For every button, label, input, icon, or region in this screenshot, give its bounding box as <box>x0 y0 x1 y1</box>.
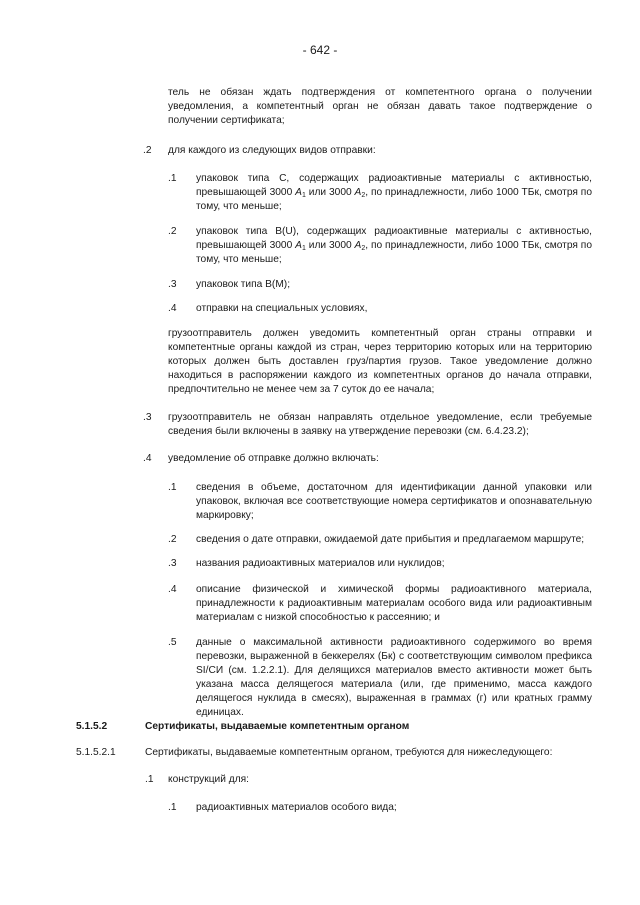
subitem-marker: .3 <box>168 279 177 290</box>
item-marker: .2 <box>143 145 152 156</box>
subitem-marker: .3 <box>168 558 177 569</box>
item-text: уведомление об отправке должно включать: <box>168 453 379 464</box>
subitem-text: описание физической и химической формы радиоактивного материала, принадлежности к радиоактивным материалам особого вида или радиоактивным материалам с низкой способностью к рассеянию; и <box>196 584 592 623</box>
item-text: грузоотправитель не обязан направлять отдельное уведомление, если требуемые сведения были включены в заявку на утверждение перевозки (см. 6.4.23.2); <box>168 412 592 437</box>
subitem-marker: .1 <box>168 482 177 493</box>
subitem-marker: .4 <box>168 584 177 595</box>
subitem-marker: .1 <box>168 802 177 813</box>
subitem-marker: .2 <box>168 534 177 545</box>
subitem-text: упаковок типа B(U), содержащих радиоактивные материалы с активностью, превышающей 3000 $A_1$ или 3000 $A_2$, по принадлежности, либо 1000 ТБк, смотря по тому, что меньше; <box>196 226 592 265</box>
subitem-text: данные о максимальной активности радиоактивного содержимого во время перевозки, выраженной в беккерелях (Бк) с соответствующим символом префикса SI/СИ (см. 1.2.2.1). Для делящихся материалов вместо активности может быть указана масса делящегося материала (или, где применимо, масса каждого делящегося нуклида в смесях), выраженная в граммах (г) или кратных грамму единицах. <box>196 637 592 718</box>
section-text: Сертификаты, выдаваемые компетентным органом, требуются для нижеследующего: <box>145 747 553 758</box>
subitem-text: названия радиоактивных материалов или нуклидов; <box>196 558 445 569</box>
subitem-text: сведения в объеме, достаточном для идентификации данной упаковки или упаковок, включая все соответствующие номера сертификатов и опознавательную маркировку; <box>196 482 592 521</box>
subitem-text: сведения о дате отправки, ожидаемой дате прибытия и предлагаемом маршруте; <box>196 534 585 545</box>
subitem-text: отправки на специальных условиях, <box>196 303 368 314</box>
item-text: для каждого из следующих видов отправки: <box>168 145 376 156</box>
subitem-marker: .4 <box>168 303 177 314</box>
item-marker: .1 <box>145 774 154 785</box>
section-number: 5.1.5.2 <box>76 721 108 732</box>
subitem-marker: .2 <box>168 226 177 237</box>
item-marker: .3 <box>143 412 152 423</box>
item-marker: .4 <box>143 453 152 464</box>
subitem-marker: .1 <box>168 173 177 184</box>
subitem-text: радиоактивных материалов особого вида; <box>196 802 397 813</box>
page-number: - 642 - <box>302 43 338 57</box>
paragraph-continuation: тель не обязан ждать подтверждения от компетентного органа о получении уведомления, а компетентный орган не обязан давать такое подтверждение о получении сертификата; <box>168 87 592 126</box>
subitem-text: упаковок типа C, содержащих радиоактивные материалы с активностью, превышающей 3000 $A_1$ или 3000 $A_2$, по принадлежности, либо 1000 ТБк, смотря по тому, что меньше; <box>196 173 592 212</box>
paragraph: грузоотправитель должен уведомить компетентный орган страны отправки и компетентные органы каждой из стран, через территорию которых или на территорию которых должен быть доставлен груз/партия грузов. Такое уведомление должно находиться в распоряжении каждого из компетентных органов до начала отправки, предпочтительно не менее чем за 7 суток до ее начала; <box>168 328 592 395</box>
subitem-text: упаковок типа B(M); <box>196 279 291 290</box>
item-text: конструкций для: <box>168 774 250 785</box>
section-heading: Сертификаты, выдаваемые компетентным органом <box>145 721 410 732</box>
subitem-marker: .5 <box>168 637 177 648</box>
section-number: 5.1.5.2.1 <box>76 747 116 758</box>
